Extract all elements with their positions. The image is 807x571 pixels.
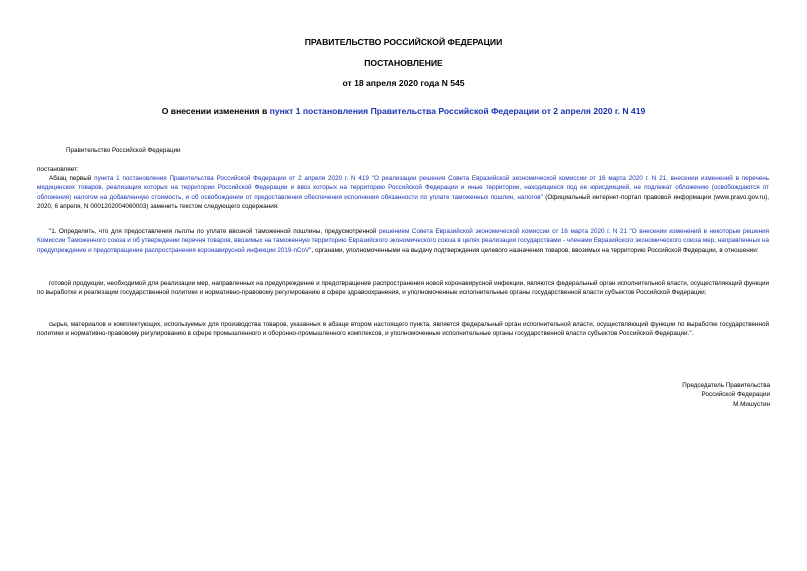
signatory-position-line-2: Российской Федерации xyxy=(701,391,770,399)
issuer-line: Правительство Российской Федерации xyxy=(66,147,181,154)
paragraph-2-end: , органами, уполномоченными на выдачу подтверждения целевого назначения товаров, ввозимых на территорию Российской Федерации, в отношении: xyxy=(311,246,759,254)
paragraph-1-end: (Официальный интернет-портал правовой информации (www.pravo.gov.ru), 2020, 6 апреля, N 0001202004060003) заменить текстом следующего содержания: xyxy=(37,193,769,210)
paragraph-4: сырья, материалов и комплектующих, используемых для производства товаров, указанных в абзаце втором настоящего пункта, является федеральный орган исполнительной власти, осуществляющий функции по выработке государственной политики и нормативно-правовому регулированию в сфере промышленного и оборонно-промышленного комплексов, и уполномоченные исполнительные органы государственной власти субъектов Российской Федерации.". xyxy=(37,321,769,338)
title-prefix: О внесении изменения в xyxy=(161,106,270,116)
date-number-heading: от 18 апреля 2020 года N 545 xyxy=(342,78,465,88)
signatory-name: М.Мишустин xyxy=(733,400,770,408)
paragraph-2 xyxy=(37,227,769,255)
document-type-heading: ПОСТАНОВЛЕНИЕ xyxy=(364,58,443,68)
government-heading: ПРАВИТЕЛЬСТВО РОССИЙСКОЙ ФЕДЕРАЦИИ xyxy=(304,37,503,47)
paragraph-1-start: Абзац первый xyxy=(49,175,95,182)
paragraph-2-start: "1. Определить, что для предоставления льготы по уплате ввозной таможенной пошлины, предусмотренной xyxy=(49,228,379,235)
paragraph-1 xyxy=(37,174,769,211)
document-title xyxy=(0,106,807,116)
signatory-position-line-1: Председатель Правительства xyxy=(682,382,770,389)
paragraph-1-link[interactable]: пункта 1 постановления Правительства Российской Федерации от 2 апреля 2020 г. N 419 "О реализации решения Совета Евразийской экономической комиссии от 16 марта 2020 г. N 21, внесении изменений в перечень медицинских товаров, реализация которых на территории Российской Федерации и ввоз которых на территорию Российской Федерации и иные территории, находящиеся под ее юрисдикцией, не подлежат обложению (освобождаются от обложения) налогом на добавленную стоимость, и об освобождении от предоставления обеспечения исполнения обязанности по уплате таможенных пошлин, налогов" xyxy=(37,175,769,201)
paragraph-2-link[interactable]: решением Совета Евразийской экономической комиссии от 16 марта 2020 г. N 21 "О внесении изменений в некоторые решения Комиссии Таможенного союза и об утверждении перечня товаров, ввозимых на таможенную территорию Евразийского экономического союза в целях реализации государствами - членами Евразийского экономического союза мер, направленных на предупреждение и предотвращение распространения коронавирусной инфекции 2019-nCoV" xyxy=(37,228,769,254)
signature-block xyxy=(682,381,770,409)
resolves-line: постановляет: xyxy=(37,166,79,173)
title-link[interactable]: пункт 1 постановления Правительства Российской Федерации от 2 апреля 2020 г. N 419 xyxy=(269,106,646,116)
paragraph-3: готовой продукции, необходимой для реализации мер, направленных на предупреждение и предотвращение распространения новой коронавирусной инфекции, являются федеральный орган исполнительной власти, осуществляющий функции по выработке и реализации государственной политики и нормативно-правовому регулированию в сфере здравоохранения, и уполномоченные исполнительные органы государственной власти субъектов Российской Федерации; xyxy=(37,280,769,297)
